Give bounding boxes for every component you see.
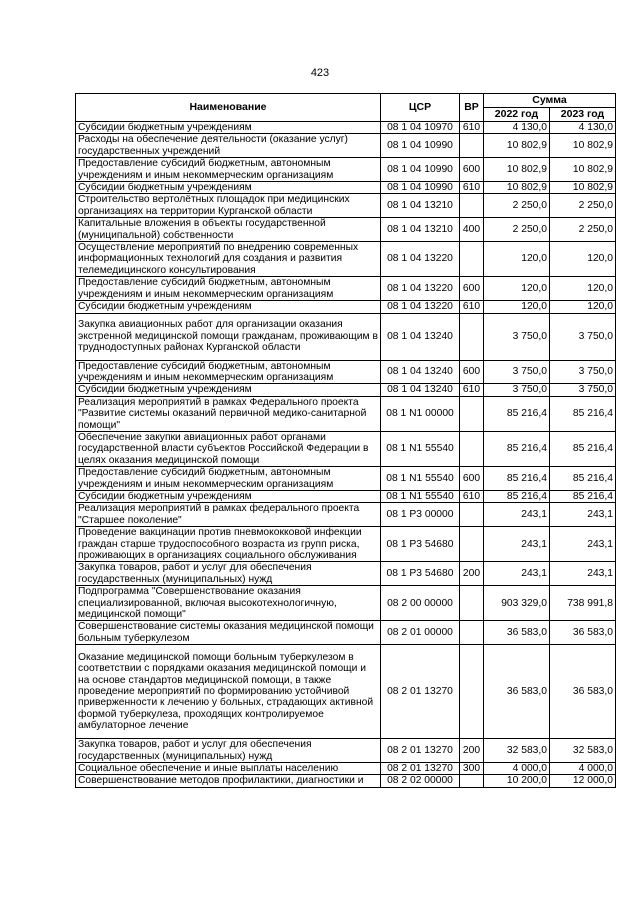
row-vr: 600	[460, 360, 484, 384]
table-row	[76, 431, 616, 466]
table-body	[76, 122, 616, 788]
row-name: Обеспечение закупки авиационных работ органами государственной власти субъектов Российской Федерации в целях оказания медицинской помощи	[76, 431, 381, 466]
row-name: Субсидии бюджетным учреждениям	[76, 182, 381, 194]
row-name: Социальное обеспечение и иные выплаты населению	[76, 763, 381, 775]
table-row	[76, 503, 616, 527]
row-sum-2022: 2 250,0	[484, 194, 550, 218]
row-csr: 08 1 N1 55540	[381, 490, 460, 502]
row-name: Совершенствование системы оказания медицинской помощи больным туберкулезом	[76, 621, 381, 645]
table-row	[76, 194, 616, 218]
row-csr: 08 1 N1 55540	[381, 467, 460, 491]
row-name: Реализация мероприятий в рамках Федерального проекта "Развитие системы оказаний первичной медико-санитарной помощи"	[76, 396, 381, 431]
row-name: Реализация мероприятий в рамках федерального проекта "Старшее поколение"	[76, 503, 381, 527]
row-csr: 08 2 01 13270	[381, 763, 460, 775]
header-name: Наименование	[76, 94, 381, 122]
row-sum-2023: 10 802,9	[550, 134, 616, 158]
row-vr: 610	[460, 182, 484, 194]
row-name: Совершенствование методов профилактики, диагностики и	[76, 775, 381, 787]
table-row	[76, 645, 616, 739]
row-sum-2023: 120,0	[550, 301, 616, 313]
row-vr: 200	[460, 562, 484, 586]
row-csr: 08 1 N1 55540	[381, 431, 460, 466]
row-name: Строительство вертолётных площадок при медицинских организациях на территории Курганской области	[76, 194, 381, 218]
row-name: Субсидии бюджетным учреждениям	[76, 384, 381, 396]
row-sum-2022: 10 802,9	[484, 134, 550, 158]
table-row	[76, 360, 616, 384]
row-csr: 08 1 04 10970	[381, 122, 460, 134]
row-name: Закупка товаров, работ и услуг для обеспечения государственных (муниципальных) нужд	[76, 562, 381, 586]
row-name: Предоставление субсидий бюджетным, автономным учреждениям и иным некоммерческим организациям	[76, 277, 381, 301]
row-csr: 08 1 04 13220	[381, 277, 460, 301]
row-sum-2022: 243,1	[484, 503, 550, 527]
row-sum-2022: 4 130,0	[484, 122, 550, 134]
row-sum-2022: 10 200,0	[484, 775, 550, 787]
table-row	[76, 182, 616, 194]
row-csr: 08 1 04 13220	[381, 242, 460, 277]
table-row	[76, 313, 616, 360]
table-row	[76, 467, 616, 491]
table-row	[76, 301, 616, 313]
row-sum-2023: 3 750,0	[550, 384, 616, 396]
row-sum-2022: 85 216,4	[484, 396, 550, 431]
row-name: Субсидии бюджетным учреждениям	[76, 490, 381, 502]
table-row	[76, 490, 616, 502]
row-vr	[460, 134, 484, 158]
row-name: Проведение вакцинации против пневмококковой инфекции граждан старше трудоспособного возраста из групп риска, проживающих в организациях социального обслуживания	[76, 527, 381, 562]
row-vr	[460, 396, 484, 431]
header-csr: ЦСР	[381, 94, 460, 122]
row-sum-2022: 10 802,9	[484, 182, 550, 194]
row-csr: 08 1 04 10990	[381, 134, 460, 158]
row-sum-2023: 2 250,0	[550, 194, 616, 218]
row-name: Расходы на обеспечение деятельности (оказание услуг) государственных учреждений	[76, 134, 381, 158]
table-row	[76, 384, 616, 396]
row-sum-2022: 4 000,0	[484, 763, 550, 775]
row-vr	[460, 242, 484, 277]
row-csr: 08 2 01 13270	[381, 645, 460, 739]
row-name: Закупка авиационных работ для организации оказания экстренной медицинской помощи гражданам, проживающим в труднодоступных районах Курганской области	[76, 313, 381, 360]
row-csr: 08 1 N1 00000	[381, 396, 460, 431]
row-sum-2023: 243,1	[550, 527, 616, 562]
table-row	[76, 527, 616, 562]
row-name: Подпрограмма "Совершенствование оказания специализированной, включая высокотехнологичную, медицинской помощи"	[76, 586, 381, 621]
row-csr: 08 2 01 13270	[381, 739, 460, 763]
row-sum-2023: 738 991,8	[550, 586, 616, 621]
row-sum-2023: 3 750,0	[550, 360, 616, 384]
row-vr	[460, 586, 484, 621]
row-vr: 400	[460, 218, 484, 242]
row-vr: 300	[460, 763, 484, 775]
row-csr: 08 2 02 00000	[381, 775, 460, 787]
row-sum-2023: 3 750,0	[550, 313, 616, 360]
row-csr: 08 1 04 13220	[381, 301, 460, 313]
row-vr: 610	[460, 490, 484, 502]
header-sum: Сумма	[484, 94, 616, 108]
row-vr: 600	[460, 467, 484, 491]
row-sum-2022: 36 583,0	[484, 645, 550, 739]
row-vr: 200	[460, 739, 484, 763]
table-row	[76, 122, 616, 134]
row-csr: 08 1 04 13240	[381, 360, 460, 384]
row-name: Предоставление субсидий бюджетным, автономным учреждениям и иным некоммерческим организациям	[76, 360, 381, 384]
row-name: Предоставление субсидий бюджетным, автономным учреждениям и иным некоммерческим организациям	[76, 467, 381, 491]
row-csr: 08 1 04 10990	[381, 182, 460, 194]
header-year-2022: 2022 год	[484, 108, 550, 122]
row-sum-2023: 85 216,4	[550, 490, 616, 502]
row-name: Осуществление мероприятий по внедрению современных информационных технологий для создания и развития телемедицинского консультирования	[76, 242, 381, 277]
row-sum-2022: 85 216,4	[484, 490, 550, 502]
row-sum-2022: 243,1	[484, 562, 550, 586]
row-csr: 08 2 00 00000	[381, 586, 460, 621]
row-vr: 600	[460, 158, 484, 182]
table-row	[76, 134, 616, 158]
row-csr: 08 2 01 00000	[381, 621, 460, 645]
table-row	[76, 396, 616, 431]
page-number: 423	[310, 67, 330, 79]
table-row	[76, 586, 616, 621]
table-row	[76, 218, 616, 242]
row-sum-2022: 36 583,0	[484, 621, 550, 645]
row-csr: 08 1 04 13240	[381, 313, 460, 360]
row-sum-2023: 120,0	[550, 277, 616, 301]
row-vr	[460, 645, 484, 739]
row-sum-2023: 10 802,9	[550, 158, 616, 182]
row-name: Закупка товаров, работ и услуг для обеспечения государственных (муниципальных) нужд	[76, 739, 381, 763]
row-name: Предоставление субсидий бюджетным, автономным учреждениям и иным некоммерческим организациям	[76, 158, 381, 182]
row-name: Субсидии бюджетным учреждениям	[76, 122, 381, 134]
row-vr: 600	[460, 277, 484, 301]
row-name: Оказание медицинской помощи больным туберкулезом в соответствии с порядками оказания медицинской помощи и на основе стандартов медицинской помощи, в также проведение мероприятий по формированию устойчивой приверженности к лечению у больных, страдающих активной формой туберкулеза, проходящих контролируемое амбулаторное лечение	[76, 645, 381, 739]
row-name: Субсидии бюджетным учреждениям	[76, 301, 381, 313]
row-sum-2023: 36 583,0	[550, 645, 616, 739]
table-row	[76, 621, 616, 645]
row-sum-2023: 2 250,0	[550, 218, 616, 242]
row-csr: 08 1 P3 54680	[381, 562, 460, 586]
table-row	[76, 775, 616, 787]
row-sum-2023: 36 583,0	[550, 621, 616, 645]
row-sum-2023: 12 000,0	[550, 775, 616, 787]
table-row	[76, 739, 616, 763]
budget-table	[75, 93, 616, 788]
row-vr	[460, 527, 484, 562]
row-vr	[460, 775, 484, 787]
table-row	[76, 158, 616, 182]
table-row	[76, 277, 616, 301]
row-vr: 610	[460, 301, 484, 313]
table-row	[76, 242, 616, 277]
row-sum-2022: 3 750,0	[484, 384, 550, 396]
row-vr	[460, 431, 484, 466]
row-vr: 610	[460, 122, 484, 134]
table-row	[76, 562, 616, 586]
row-sum-2023: 85 216,4	[550, 431, 616, 466]
row-vr	[460, 503, 484, 527]
row-sum-2022: 120,0	[484, 277, 550, 301]
row-sum-2023: 10 802,9	[550, 182, 616, 194]
row-sum-2022: 120,0	[484, 242, 550, 277]
row-sum-2023: 85 216,4	[550, 396, 616, 431]
row-csr: 08 1 P3 54680	[381, 527, 460, 562]
header-vr: ВР	[460, 94, 484, 122]
row-sum-2023: 120,0	[550, 242, 616, 277]
row-vr	[460, 194, 484, 218]
row-csr: 08 1 04 13210	[381, 194, 460, 218]
row-csr: 08 1 04 10990	[381, 158, 460, 182]
row-sum-2022: 3 750,0	[484, 360, 550, 384]
row-sum-2022: 243,1	[484, 527, 550, 562]
row-sum-2023: 4 000,0	[550, 763, 616, 775]
row-csr: 08 1 04 13210	[381, 218, 460, 242]
row-vr: 610	[460, 384, 484, 396]
header-year-2023: 2023 год	[550, 108, 616, 122]
row-sum-2023: 4 130,0	[550, 122, 616, 134]
row-sum-2022: 10 802,9	[484, 158, 550, 182]
row-sum-2023: 32 583,0	[550, 739, 616, 763]
row-sum-2022: 85 216,4	[484, 467, 550, 491]
table-row	[76, 763, 616, 775]
row-sum-2022: 903 329,0	[484, 586, 550, 621]
row-vr	[460, 621, 484, 645]
row-csr: 08 1 P3 00000	[381, 503, 460, 527]
row-sum-2022: 120,0	[484, 301, 550, 313]
row-vr	[460, 313, 484, 360]
row-name: Капитальные вложения в объекты государственной (муниципальной) собственности	[76, 218, 381, 242]
row-sum-2023: 85 216,4	[550, 467, 616, 491]
row-sum-2023: 243,1	[550, 503, 616, 527]
row-sum-2022: 32 583,0	[484, 739, 550, 763]
row-sum-2022: 2 250,0	[484, 218, 550, 242]
row-sum-2022: 3 750,0	[484, 313, 550, 360]
row-sum-2023: 243,1	[550, 562, 616, 586]
row-sum-2022: 85 216,4	[484, 431, 550, 466]
row-csr: 08 1 04 13240	[381, 384, 460, 396]
